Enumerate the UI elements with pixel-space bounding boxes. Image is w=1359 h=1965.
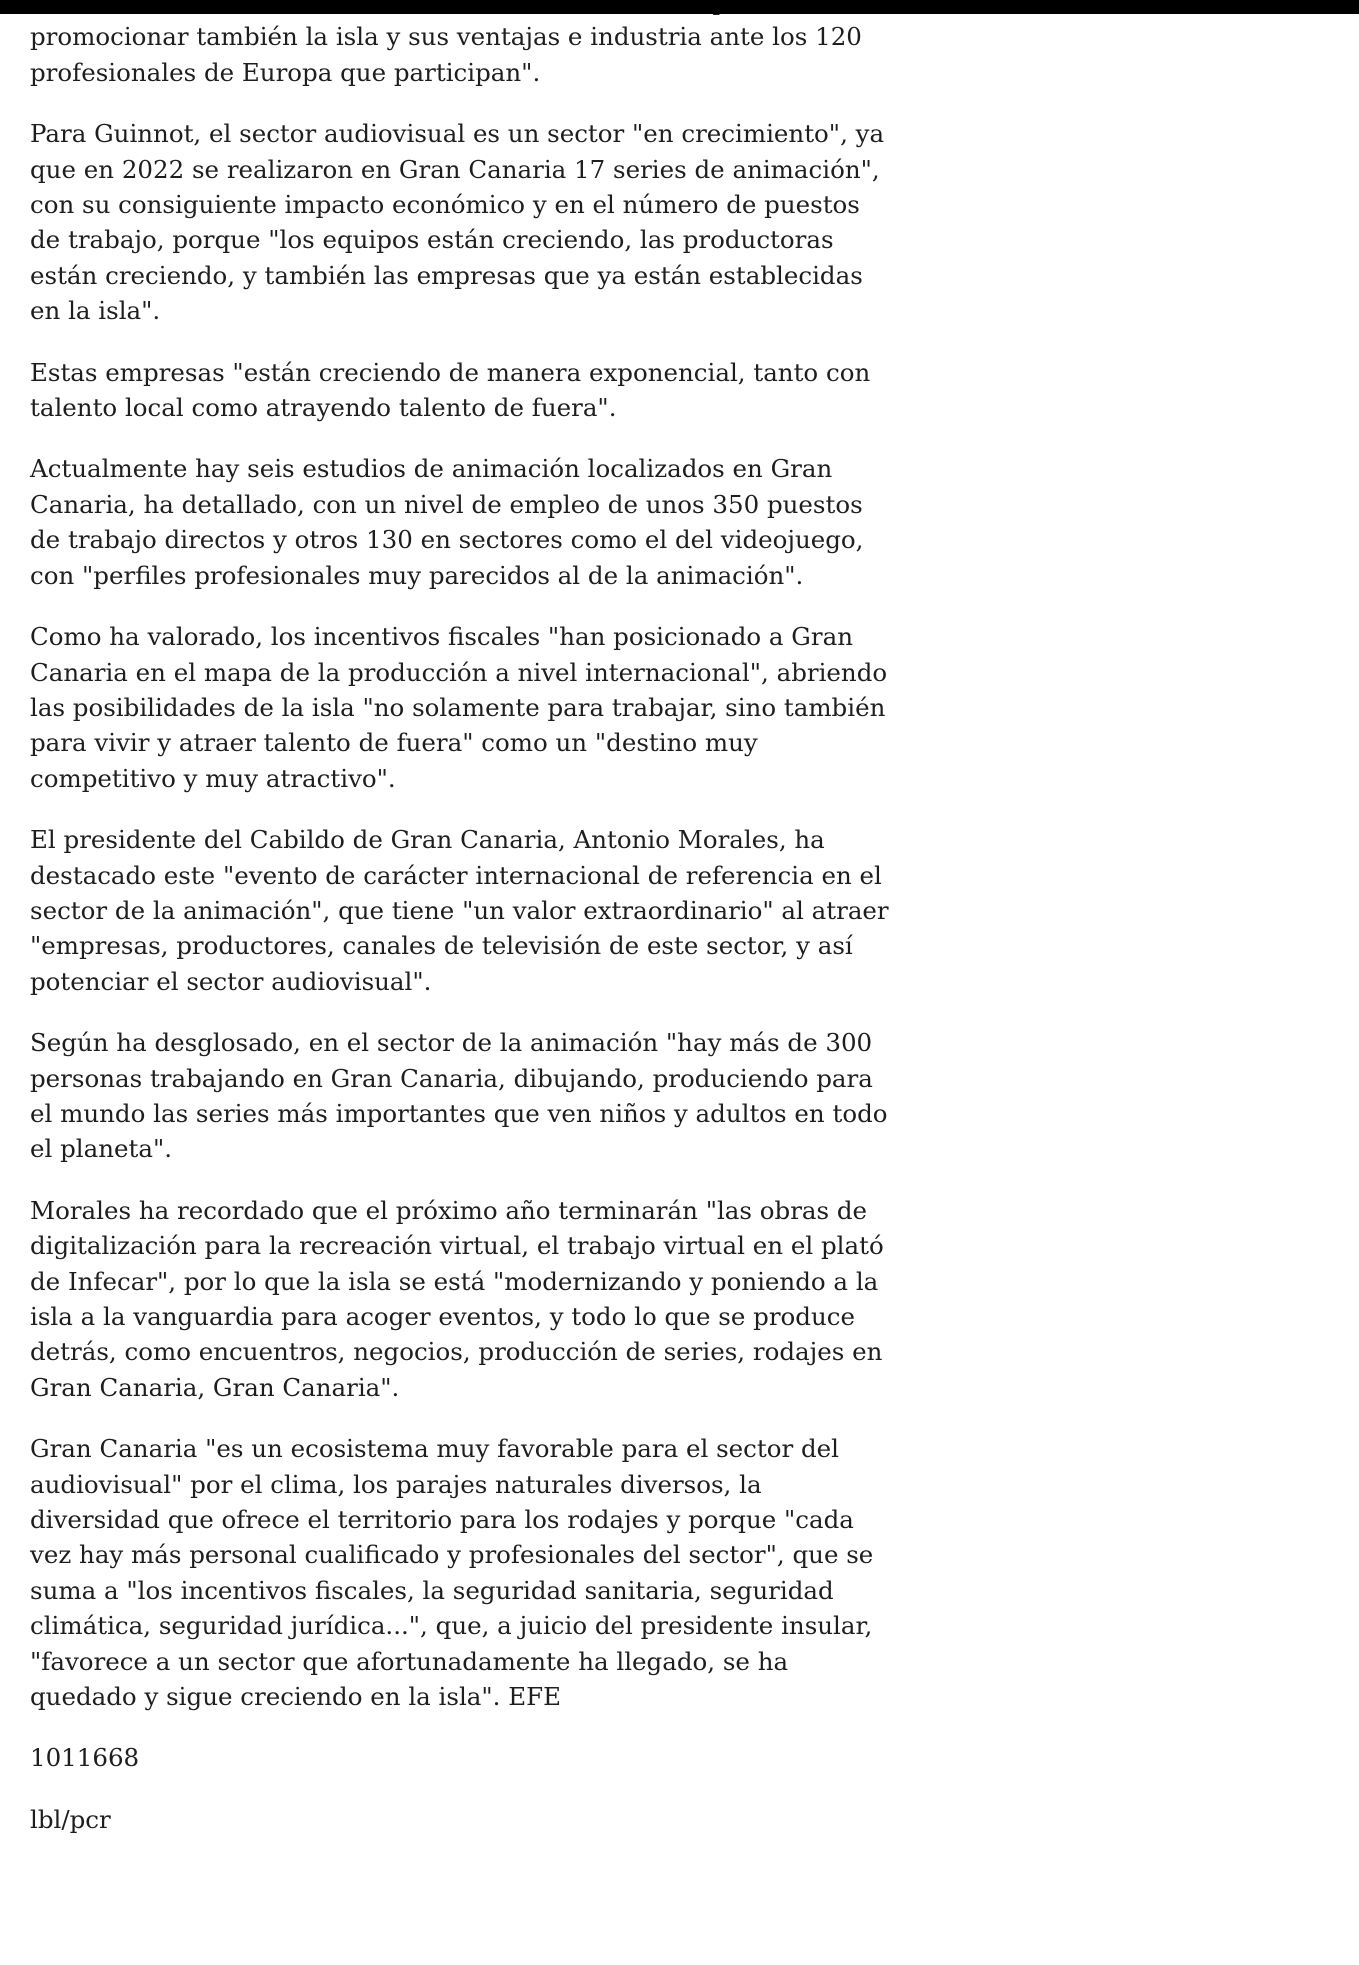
reference-number: 1011668: [30, 1743, 140, 1773]
article-body: [30, 0, 890, 1863]
article-paragraph: Estas empresas "están creciendo de manera exponencial, tanto con talento local como atrayendo talento de fuera".: [30, 357, 871, 423]
article-paragraph: Actualmente hay seis estudios de animación localizados en Gran Canaria, ha detallado, con un nivel de empleo de unos 350 puestos de trabajo directos y otros 130 en sectores como el del videojuego, con "perfiles profesionales muy parecidos al de la animación".: [30, 454, 864, 590]
article-paragraph: Morales ha recordado que el próximo año terminarán "las obras de digitalización para la recreación virtual, el trabajo virtual en el plató de Infecar", por lo que la isla se está "modernizando y poniendo a la isla a la vanguardia para acoger eventos, y todo lo que se produce detrás, como encuentros, negocios, producción de series, rodajes en Gran Canaria, Gran Canaria".: [30, 1195, 884, 1402]
author-code: lbl/pcr: [30, 1804, 111, 1834]
article-paragraph: Como ha valorado, los incentivos fiscales "han posicionado a Gran Canaria en el mapa de la producción a nivel internacional", abriendo las posibilidades de la isla "no solamente para trabajar, sino también para vivir y atraer talento de fuera" como un "destino muy competitivo y muy atractivo".: [30, 622, 888, 793]
top-black-bar: [0, 0, 1359, 14]
article-paragraph: El presidente del Cabildo de Gran Canaria, Antonio Morales, ha destacado este "evento de carácter internacional de referencia en el sector de la animación", que tiene "un valor extraordinario" al atraer "empresas, productores, canales de televisión de este sector, y así potenciar el sector audiovisual".: [30, 825, 889, 996]
article-paragraph: Gran Canaria "es un ecosistema muy favorable para el sector del audiovisual" por el clima, los parajes naturales diversos, la diversidad que ofrece el territorio para los rodajes y porque "cada vez hay más personal cualificado y profesionales del sector", que se suma a "los incentivos fiscales, la seguridad sanitaria, seguridad climática, seguridad jurídica...", que, a juicio del presidente insular, "favorece a un sector que afortunadamente ha llegado, se ha quedado y sigue creciendo en la isla". EFE: [30, 1434, 874, 1712]
article-paragraph: promocionar también la isla y sus ventajas e industria ante los 120 profesionales de Europa que participan".: [30, 22, 862, 87]
article-paragraph: Para Guinnot, el sector audiovisual es un sector "en crecimiento", ya que en 2022 se realizaron en Gran Canaria 17 series de animación", con su consiguiente impacto económico y en el número de puestos de trabajo, porque "los equipos están creciendo, las productoras están creciendo, y también las empresas que ya están establecidas en la isla".: [30, 119, 885, 326]
article-paragraph: Según ha desglosado, en el sector de la animación "hay más de 300 personas trabajando en Gran Canaria, dibujando, produciendo para el mundo las series más importantes que ven niños y adultos en todo el planeta".: [30, 1028, 888, 1164]
